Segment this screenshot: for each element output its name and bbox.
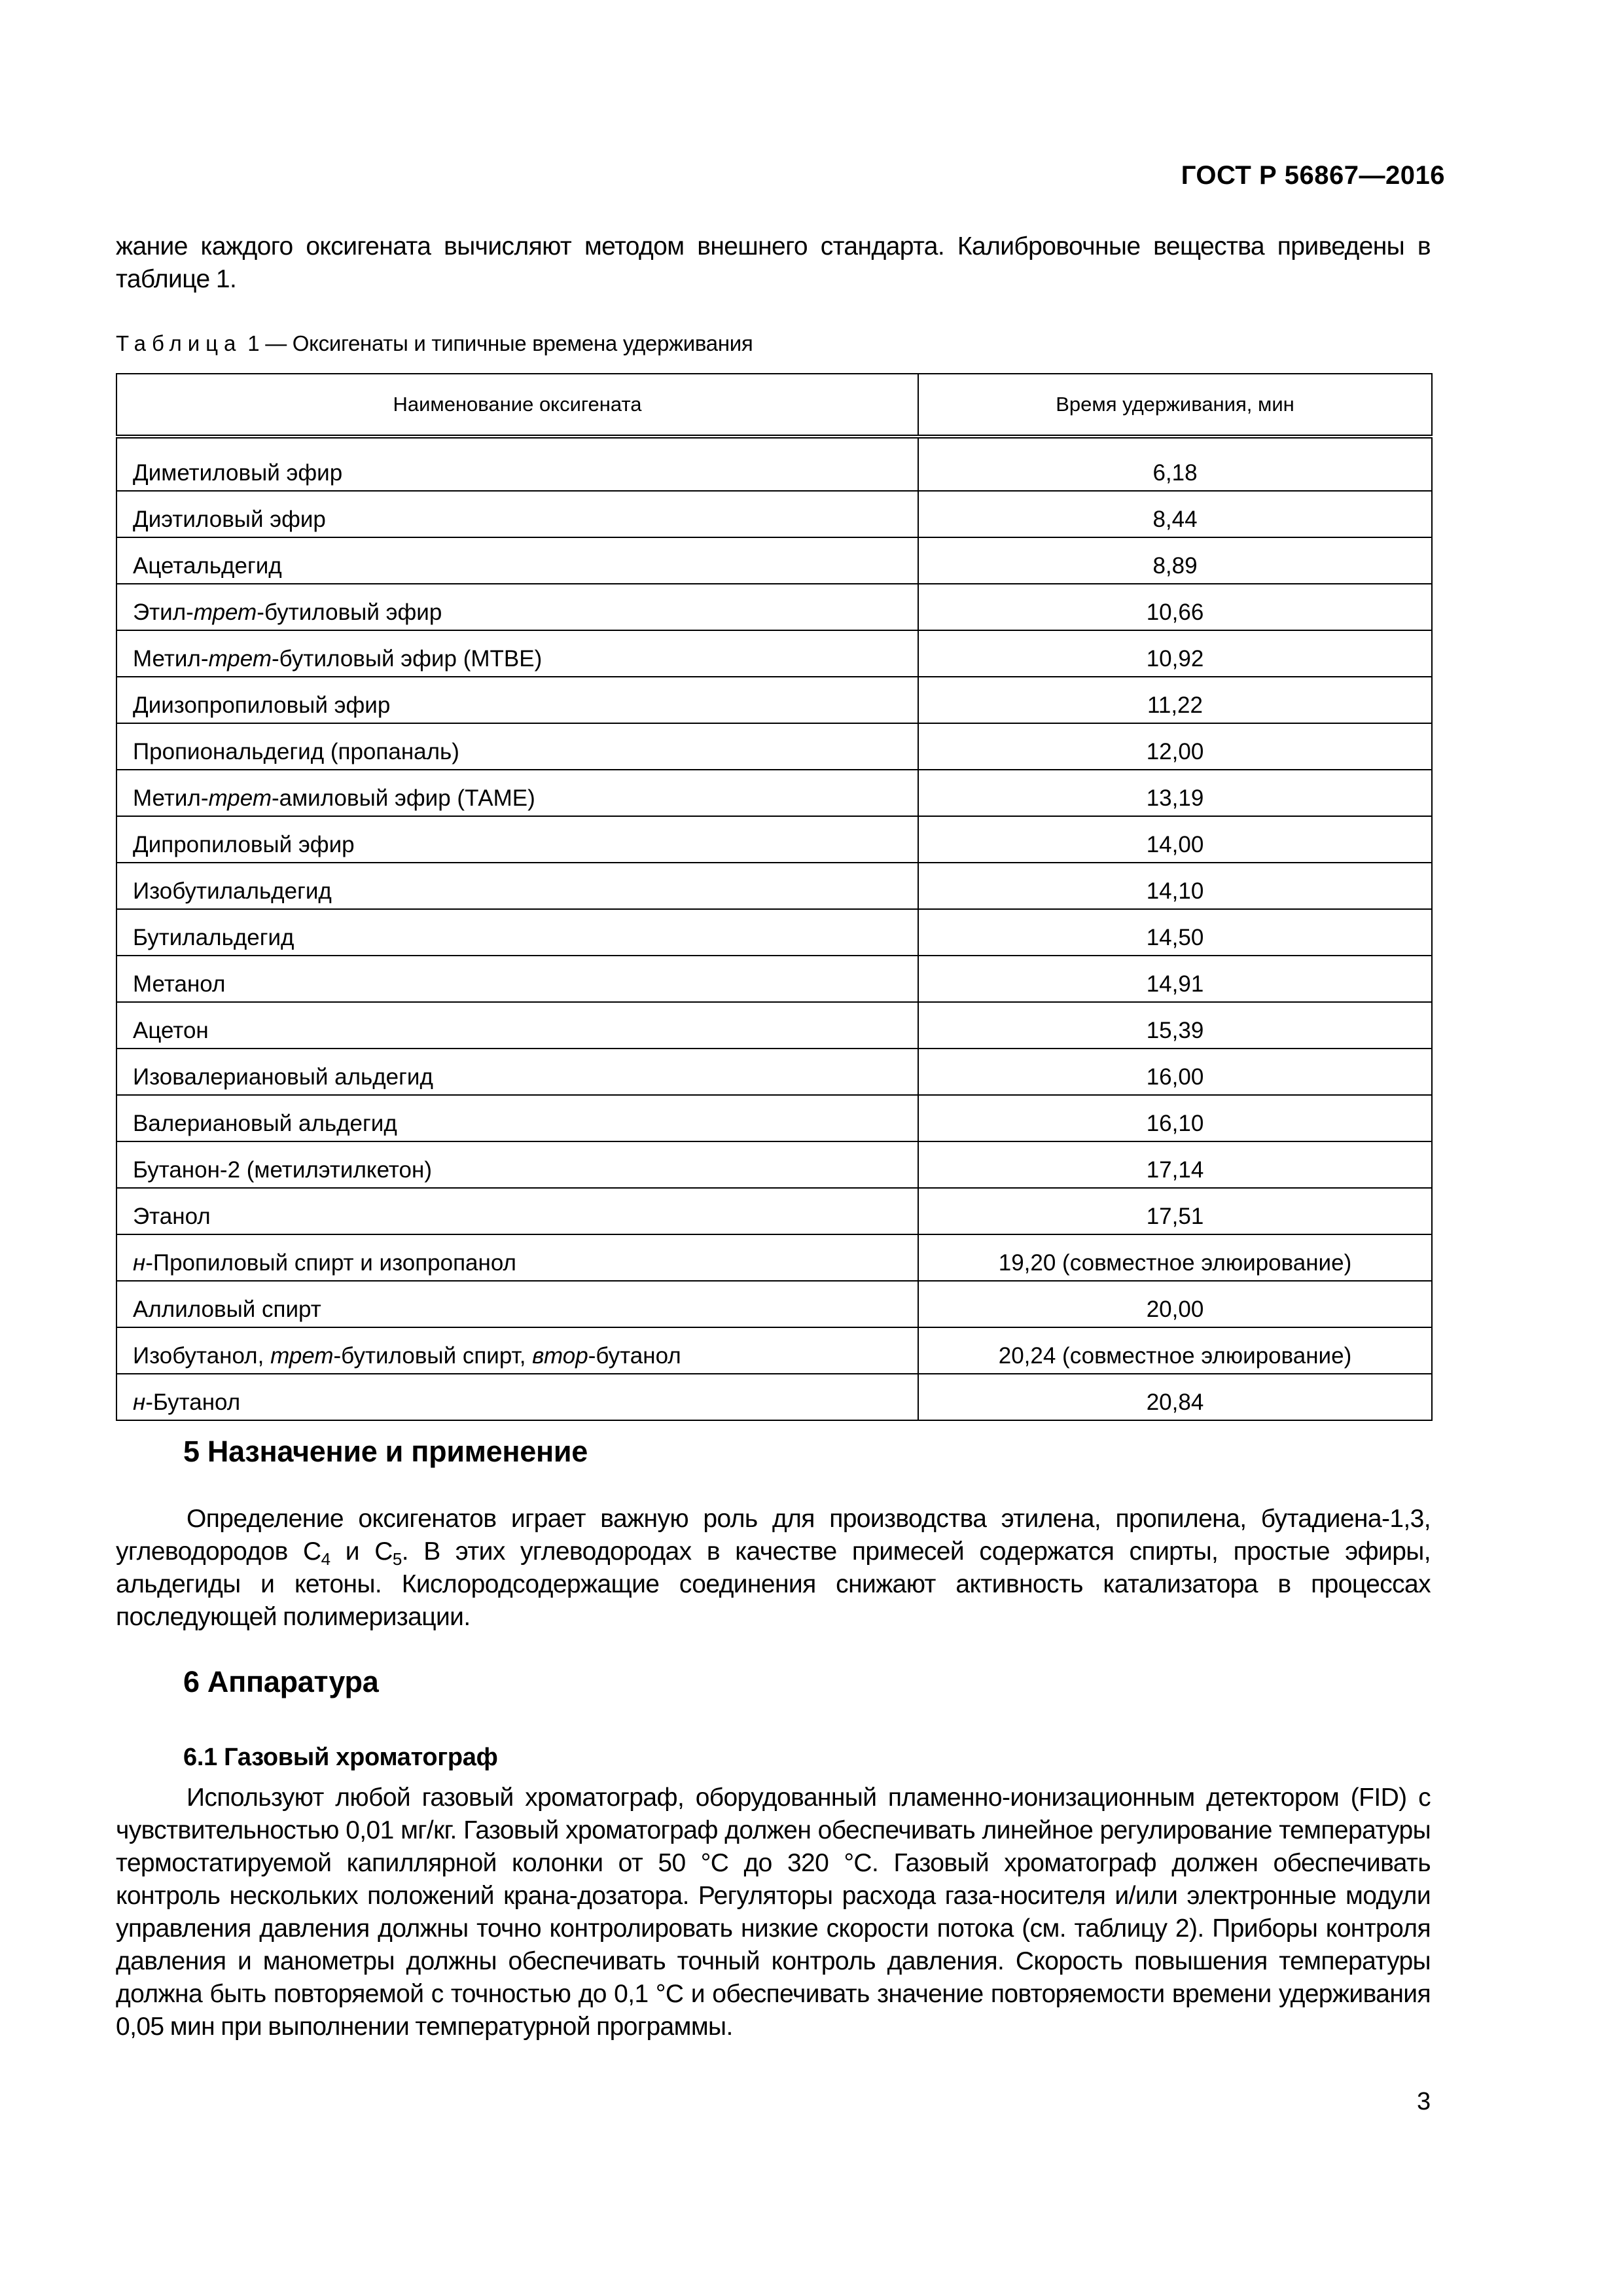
retention-time-cell: 14,10 [918, 863, 1432, 909]
oxygenate-name-cell [116, 1141, 918, 1188]
table-row [116, 1095, 1432, 1141]
text-fragment: -Пропиловый спирт и изопропанол [145, 1250, 516, 1276]
italic-prefix: трет [270, 1343, 334, 1369]
text-fragment: Используют любой газовый хроматограф, оборудованный пламенно-ионизационным детектором (FID) с чувствительностью 0,01 мг/кг. Газовый хроматограф должен обеспечивать линейное регулирование температуры термостатируемой капиллярной колонки от 50 °С до 320 °С. Газовый хроматограф должен обеспечивать контроль нескольких положений крана-дозатора. Регуляторы расхода газа-носителя и/или электронные модули управления давления должны точно контролировать низкие скорости потока (см. таблицу 2). Приборы контроля давления и манометры должны обеспечивать точный контроль давления. Скорость повышения температуры должна быть повторяемой с точностью до 0,1 °С и обеспечивать значение повторяемости времени удерживания 0,05 мин при выполнении температурной программы. [116, 1784, 1431, 2041]
text-fragment: Бутанон-2 (метилэтилкетон) [133, 1157, 432, 1183]
oxygenate-name-cell [116, 1281, 918, 1327]
text-fragment: -бутиловый спирт, [333, 1343, 533, 1369]
text-fragment: Изовалериановый альдегид [133, 1064, 433, 1090]
table-row [116, 491, 1432, 537]
table-row [116, 584, 1432, 630]
table-row [116, 770, 1432, 816]
retention-time-cell: 6,18 [918, 437, 1432, 491]
table-row [116, 1188, 1432, 1234]
text-fragment: Ацетальдегид [133, 553, 282, 579]
italic-prefix: н [133, 1250, 146, 1276]
retention-time-cell: 15,39 [918, 1002, 1432, 1049]
table-header-row [116, 374, 1432, 437]
retention-time-cell: 17,51 [918, 1188, 1432, 1234]
oxygenate-name-cell [116, 584, 918, 630]
retention-time-cell: 8,89 [918, 537, 1432, 584]
retention-time-cell: 10,66 [918, 584, 1432, 630]
section-5-heading: 5 Назначение и применение [183, 1435, 588, 1468]
oxygenate-name-cell [116, 1234, 918, 1281]
retention-time-cell: 11,22 [918, 677, 1432, 723]
table-row [116, 1234, 1432, 1281]
italic-prefix: втор [532, 1343, 588, 1369]
retention-time-cell: 17,14 [918, 1141, 1432, 1188]
text-fragment: Диизопропиловый эфир [133, 692, 391, 718]
retention-time-cell: 20,24 (совместное элюирование) [918, 1327, 1432, 1374]
table-body [116, 437, 1432, 1420]
retention-time-cell: 16,00 [918, 1049, 1432, 1095]
page-number: 3 [1417, 2088, 1431, 2115]
subscript: 4 [321, 1549, 330, 1569]
oxygenate-name-cell [116, 677, 918, 723]
oxygenate-name-cell [116, 1374, 918, 1420]
text-fragment: Этил- [133, 600, 194, 625]
text-fragment: Метил- [133, 646, 209, 672]
text-fragment: Дипропиловый эфир [133, 832, 355, 857]
oxygenate-name-cell [116, 770, 918, 816]
text-fragment: Аллиловый спирт [133, 1297, 321, 1322]
oxygenate-name-cell [116, 863, 918, 909]
oxygenate-name-cell [116, 956, 918, 1002]
text-fragment: -бутанол [588, 1343, 681, 1369]
text-fragment: Диметиловый эфир [133, 460, 343, 486]
table-row [116, 537, 1432, 584]
text-fragment: . В этих углеводородах в качестве примесей содержатся спирты, простые эфиры, альдегиды и кетоны. Кислородсодержащие соединения снижают активность катализатора в процессах последующей полимеризации. [116, 1537, 1431, 1631]
text-fragment: Метанол [133, 971, 226, 997]
text-fragment: Этанол [133, 1204, 211, 1229]
oxygenate-name-cell [116, 437, 918, 491]
text-fragment: -Бутанол [145, 1390, 241, 1415]
text-fragment: Диэтиловый эфир [133, 507, 326, 532]
text-fragment: и C [330, 1537, 393, 1566]
retention-time-cell: 14,91 [918, 956, 1432, 1002]
table-caption [116, 331, 753, 356]
retention-time-cell: 12,00 [918, 723, 1432, 770]
table-row [116, 437, 1432, 491]
table-row [116, 1281, 1432, 1327]
retention-time-cell: 14,50 [918, 909, 1432, 956]
table-row [116, 677, 1432, 723]
text-fragment: -бутиловый эфир (МТВЕ) [271, 646, 543, 672]
table-row [116, 1327, 1432, 1374]
section-5-paragraph [116, 1503, 1431, 1634]
oxygenate-name-cell [116, 816, 918, 863]
text-fragment: Бутилальдегид [133, 925, 294, 950]
table-row [116, 723, 1432, 770]
text-fragment: Изобутилальдегид [133, 878, 332, 904]
text-fragment: Определение оксигенатов играет важную роль для производства этилена, пропилена, бутадиена-1,3, углеводородов C [116, 1505, 1431, 1566]
retention-time-cell: 14,00 [918, 816, 1432, 863]
oxygenate-name-cell [116, 1049, 918, 1095]
italic-prefix: трет [193, 600, 257, 625]
retention-time-cell: 13,19 [918, 770, 1432, 816]
text-fragment: -бутиловый эфир [257, 600, 442, 625]
table-row [116, 630, 1432, 677]
oxygenate-name-cell [116, 723, 918, 770]
table-row [116, 909, 1432, 956]
text-fragment: Метил- [133, 785, 209, 811]
retention-time-cell: 10,92 [918, 630, 1432, 677]
table-row [116, 1049, 1432, 1095]
text-fragment: Изобутанол, [133, 1343, 271, 1369]
subsection-6-1-paragraph [116, 1782, 1431, 2043]
oxygenate-name-cell [116, 1188, 918, 1234]
oxygenate-name-cell [116, 1095, 918, 1141]
retention-time-cell: 20,84 [918, 1374, 1432, 1420]
subscript: 5 [392, 1549, 402, 1569]
table-caption-title: — Оксигенаты и типичные времена удерживания [265, 331, 753, 355]
oxygenate-name-cell [116, 909, 918, 956]
subsection-6-1-heading: 6.1 Газовый хроматограф [183, 1744, 498, 1771]
italic-prefix: трет [208, 785, 272, 811]
column-header-name: Наименование оксигената [116, 374, 918, 437]
table-row [116, 863, 1432, 909]
retention-time-cell: 20,00 [918, 1281, 1432, 1327]
oxygenate-name-cell [116, 537, 918, 584]
table-row [116, 1002, 1432, 1049]
retention-time-cell: 16,10 [918, 1095, 1432, 1141]
section-6-heading: 6 Аппаратура [183, 1665, 379, 1698]
oxygenates-table [116, 373, 1433, 1421]
oxygenate-name-cell [116, 630, 918, 677]
column-header-time: Время удерживания, мин [918, 374, 1432, 437]
table-row [116, 816, 1432, 863]
text-fragment: Пропиональдегид (пропаналь) [133, 739, 459, 764]
table-row [116, 956, 1432, 1002]
table-row [116, 1374, 1432, 1420]
text-fragment: -амиловый эфир (ТАМЕ) [271, 785, 535, 811]
italic-prefix: н [133, 1390, 146, 1415]
intro-paragraph: жание каждого оксигената вычисляют методом внешнего стандарта. Калибровочные вещества приведены в таблице 1. [116, 232, 1431, 293]
text-fragment: Валериановый альдегид [133, 1111, 397, 1136]
table-caption-label: Таблица [116, 331, 242, 355]
oxygenate-name-cell [116, 1002, 918, 1049]
retention-time-cell: 19,20 (совместное элюирование) [918, 1234, 1432, 1281]
italic-prefix: трет [208, 646, 272, 672]
document-code: ГОСТ Р 56867—2016 [1181, 161, 1445, 190]
table-caption-number: 1 [247, 331, 260, 355]
text-fragment: Ацетон [133, 1018, 209, 1043]
table-row [116, 1141, 1432, 1188]
oxygenate-name-cell [116, 491, 918, 537]
oxygenate-name-cell [116, 1327, 918, 1374]
retention-time-cell: 8,44 [918, 491, 1432, 537]
